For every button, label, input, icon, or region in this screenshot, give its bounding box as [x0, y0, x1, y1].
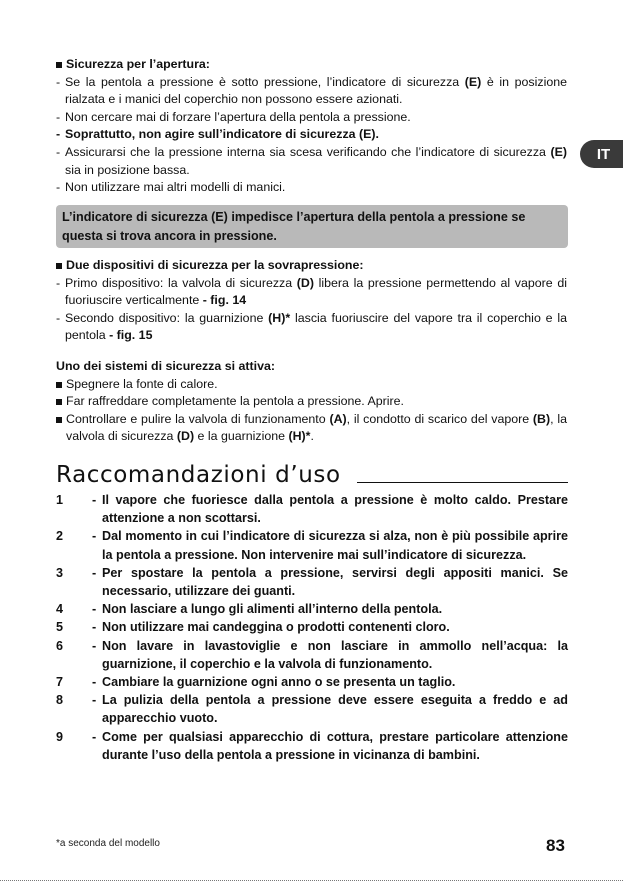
text: Non cercare mai di forzare l’apertura della pentola a pressione.: [65, 109, 411, 124]
list-item: [56, 376, 567, 394]
page-edge-divider: [0, 880, 623, 881]
item-text: Non lasciare a lungo gli alimenti all’interno della pentola.: [102, 602, 443, 617]
list-item: 8 - La pulizia della pentola a pressione deve essere eseguita a freddo e ad apparecchio vuoto.: [56, 691, 568, 727]
text: Se la pentola a pressione è sotto pressione, l’indicatore di sicurezza: [65, 74, 465, 89]
heading-text: Raccomandazioni d’uso: [56, 462, 341, 488]
square-bullet-icon: [56, 382, 62, 388]
list-item: 2 - Dal momento in cui l’indicatore di sicurezza si alza, non è più possibile aprire la pentola a pressione. Non intervenire mai sull’indicatore di sicurezza.: [56, 527, 568, 563]
list-item: 7 - Cambiare la guarnizione ogni anno o se presenta un taglio.: [56, 673, 568, 691]
list-item: - Assicurarsi che la pressione interna sia scesa verificando che l’indicatore di sicurezza (E) sia in posizione bassa.: [56, 144, 567, 177]
item-number: 7: [56, 675, 64, 690]
ref-label: (D): [296, 275, 314, 290]
ref-label: (E): [550, 144, 567, 159]
item-number: 9: [56, 729, 64, 744]
item-text: Per spostare la pentola a pressione, servirsi degli appositi manici. Se necessario, utilizzare dei guanti.: [102, 565, 568, 599]
item-text: Non utilizzare mai candeggina o prodotti contenenti cloro.: [102, 620, 450, 635]
section-title: [56, 56, 567, 74]
text: e la guarnizione: [194, 429, 289, 444]
section-activation: [56, 358, 567, 446]
square-bullet-icon: [56, 263, 62, 269]
text: , il condotto di scarico del vapore: [346, 411, 533, 426]
list-item: - Primo dispositivo: la valvola di sicurezza (D) libera la pressione permettendo al vapore di fuoriuscire verticalmente - fig. 14: [56, 275, 567, 308]
recommendations-list: [56, 491, 568, 764]
text: Secondo dispositivo: la guarnizione: [65, 310, 269, 325]
square-bullet-icon: [56, 399, 62, 405]
text: .: [310, 429, 314, 444]
page-number: 83: [546, 836, 565, 855]
language-tab: [580, 140, 623, 168]
ref-label: (E): [464, 74, 482, 89]
text: Non utilizzare mai altri modelli di manici.: [65, 180, 286, 195]
text: sia in posizione bassa.: [65, 162, 190, 177]
list-item: 1 - Il vapore che fuoriesce dalla pentola a pressione è molto caldo. Prestare attenzione a non scottarsi.: [56, 491, 568, 527]
item-number: 2: [56, 529, 64, 544]
footnote: *a seconda del modello: [56, 838, 160, 849]
item-text: Cambiare la guarnizione ogni anno o se presenta un taglio.: [102, 675, 456, 690]
list-item: - Secondo dispositivo: la guarnizione (H)* lascia fuoriuscire del vapore tra il coperchio e la pentola - fig. 15: [56, 310, 567, 343]
recommendations-heading: [56, 458, 568, 488]
section-overpressure: [56, 257, 567, 345]
item-text: Il vapore che fuoriesce dalla pentola a pressione è molto caldo. Prestare attenzione a non scottarsi.: [102, 493, 568, 526]
item-text: Non lavare in lavastoviglie e non lasciare in ammollo nell’acqua: la guarnizione, il coperchio e la valvola di funzionamento.: [102, 638, 568, 671]
text: è in posizione rialzata e i manici del coperchio non possono essere azionati.: [65, 74, 567, 107]
section-title-text: Due dispositivi di sicurezza per la sovrapressione:: [66, 258, 364, 272]
item-text: La pulizia della pentola a pressione deve essere eseguita a freddo e ad apparecchio vuoto.: [102, 693, 568, 726]
list-item: - Non utilizzare mai altri modelli di manici.: [56, 179, 567, 197]
list-item: - Se la pentola a pressione è sotto pressione, l’indicatore di sicurezza (E) è in posizione rialzata e i manici del coperchio non possono essere azionati.: [56, 74, 567, 107]
text: Primo dispositivo: la valvola di sicurezza: [65, 275, 297, 290]
list-item: 3 - Per spostare la pentola a pressione, servirsi degli appositi manici. Se necessario, utilizzare dei guanti.: [56, 564, 568, 600]
ref-label: (H)*: [268, 310, 291, 325]
section-title-text: Sicurezza per l’apertura:: [66, 57, 210, 71]
figure-ref: - fig. 15: [109, 328, 153, 343]
text: Spegnere la fonte di calore.: [66, 376, 218, 391]
item-number: 5: [56, 620, 64, 635]
figure-ref: - fig. 14: [202, 293, 247, 308]
text: Controllare e pulire la valvola di funzionamento: [66, 411, 330, 426]
item-text: Dal momento in cui l’indicatore di sicurezza si alza, non è più possibile aprire la pentola a pressione. Non intervenire mai sull’indicatore di sicurezza.: [102, 529, 568, 562]
text: lascia fuoriuscire del vapore tra il coperchio e la pentola: [65, 310, 567, 343]
section-title: [56, 257, 567, 275]
language-tab-label: IT: [596, 145, 611, 163]
text: , la valvola di sicurezza: [66, 411, 567, 444]
item-number: 1: [56, 493, 64, 507]
text: Soprattutto, non agire sull’indicatore di sicurezza (E).: [65, 127, 379, 142]
ref-label: (B): [532, 411, 551, 426]
text: Far raffreddare completamente la pentola a pressione. Aprire.: [66, 394, 404, 409]
ref-label: (A): [329, 411, 347, 426]
list-item: 4 - Non lasciare a lungo gli alimenti all’interno della pentola.: [56, 600, 568, 618]
item-text: Come per qualsiasi apparecchio di cottura, prestare particolare attenzione durante l’uso della pentola a pressione in vicinanza di bambini.: [102, 729, 568, 762]
list-item: 5 - Non utilizzare mai candeggina o prodotti contenenti cloro.: [56, 618, 568, 636]
square-bullet-icon: [56, 62, 62, 68]
heading-rule: [357, 482, 568, 483]
list-item: [56, 393, 567, 411]
ref-label: (D): [176, 429, 195, 444]
section-opening-safety: [56, 56, 567, 197]
list-item: - Non cercare mai di forzare l’apertura della pentola a pressione.: [56, 109, 567, 127]
square-bullet-icon: [56, 417, 62, 423]
note-box: L’indicatore di sicurezza (E) impedisce l’apertura della pentola a pressione se questa si trova ancora in pressione.: [56, 205, 568, 248]
list-item: 9 - Come per qualsiasi apparecchio di cottura, prestare particolare attenzione durante l’uso della pentola a pressione in vicinanza di bambini.: [56, 728, 568, 764]
list-item: [56, 411, 567, 446]
section-title: Uno dei sistemi di sicurezza si attiva:: [56, 359, 275, 373]
list-item: 6 - Non lavare in lavastoviglie e non lasciare in ammollo nell’acqua: la guarnizione, il coperchio e la valvola di funzionamento.: [56, 637, 568, 673]
item-number: 3: [56, 565, 64, 580]
ref-label: (H)*: [288, 429, 311, 444]
item-number: 6: [56, 638, 64, 653]
item-number: 4: [56, 602, 64, 617]
list-item: - Soprattutto, non agire sull’indicatore di sicurezza (E).: [56, 126, 567, 144]
text: libera la pressione permettendo al vapore di fuoriuscire verticalmente: [65, 275, 567, 308]
item-number: 8: [56, 693, 64, 708]
text: Assicurarsi che la pressione interna sia scesa verificando che l’indicatore di sicurezza: [65, 144, 551, 159]
